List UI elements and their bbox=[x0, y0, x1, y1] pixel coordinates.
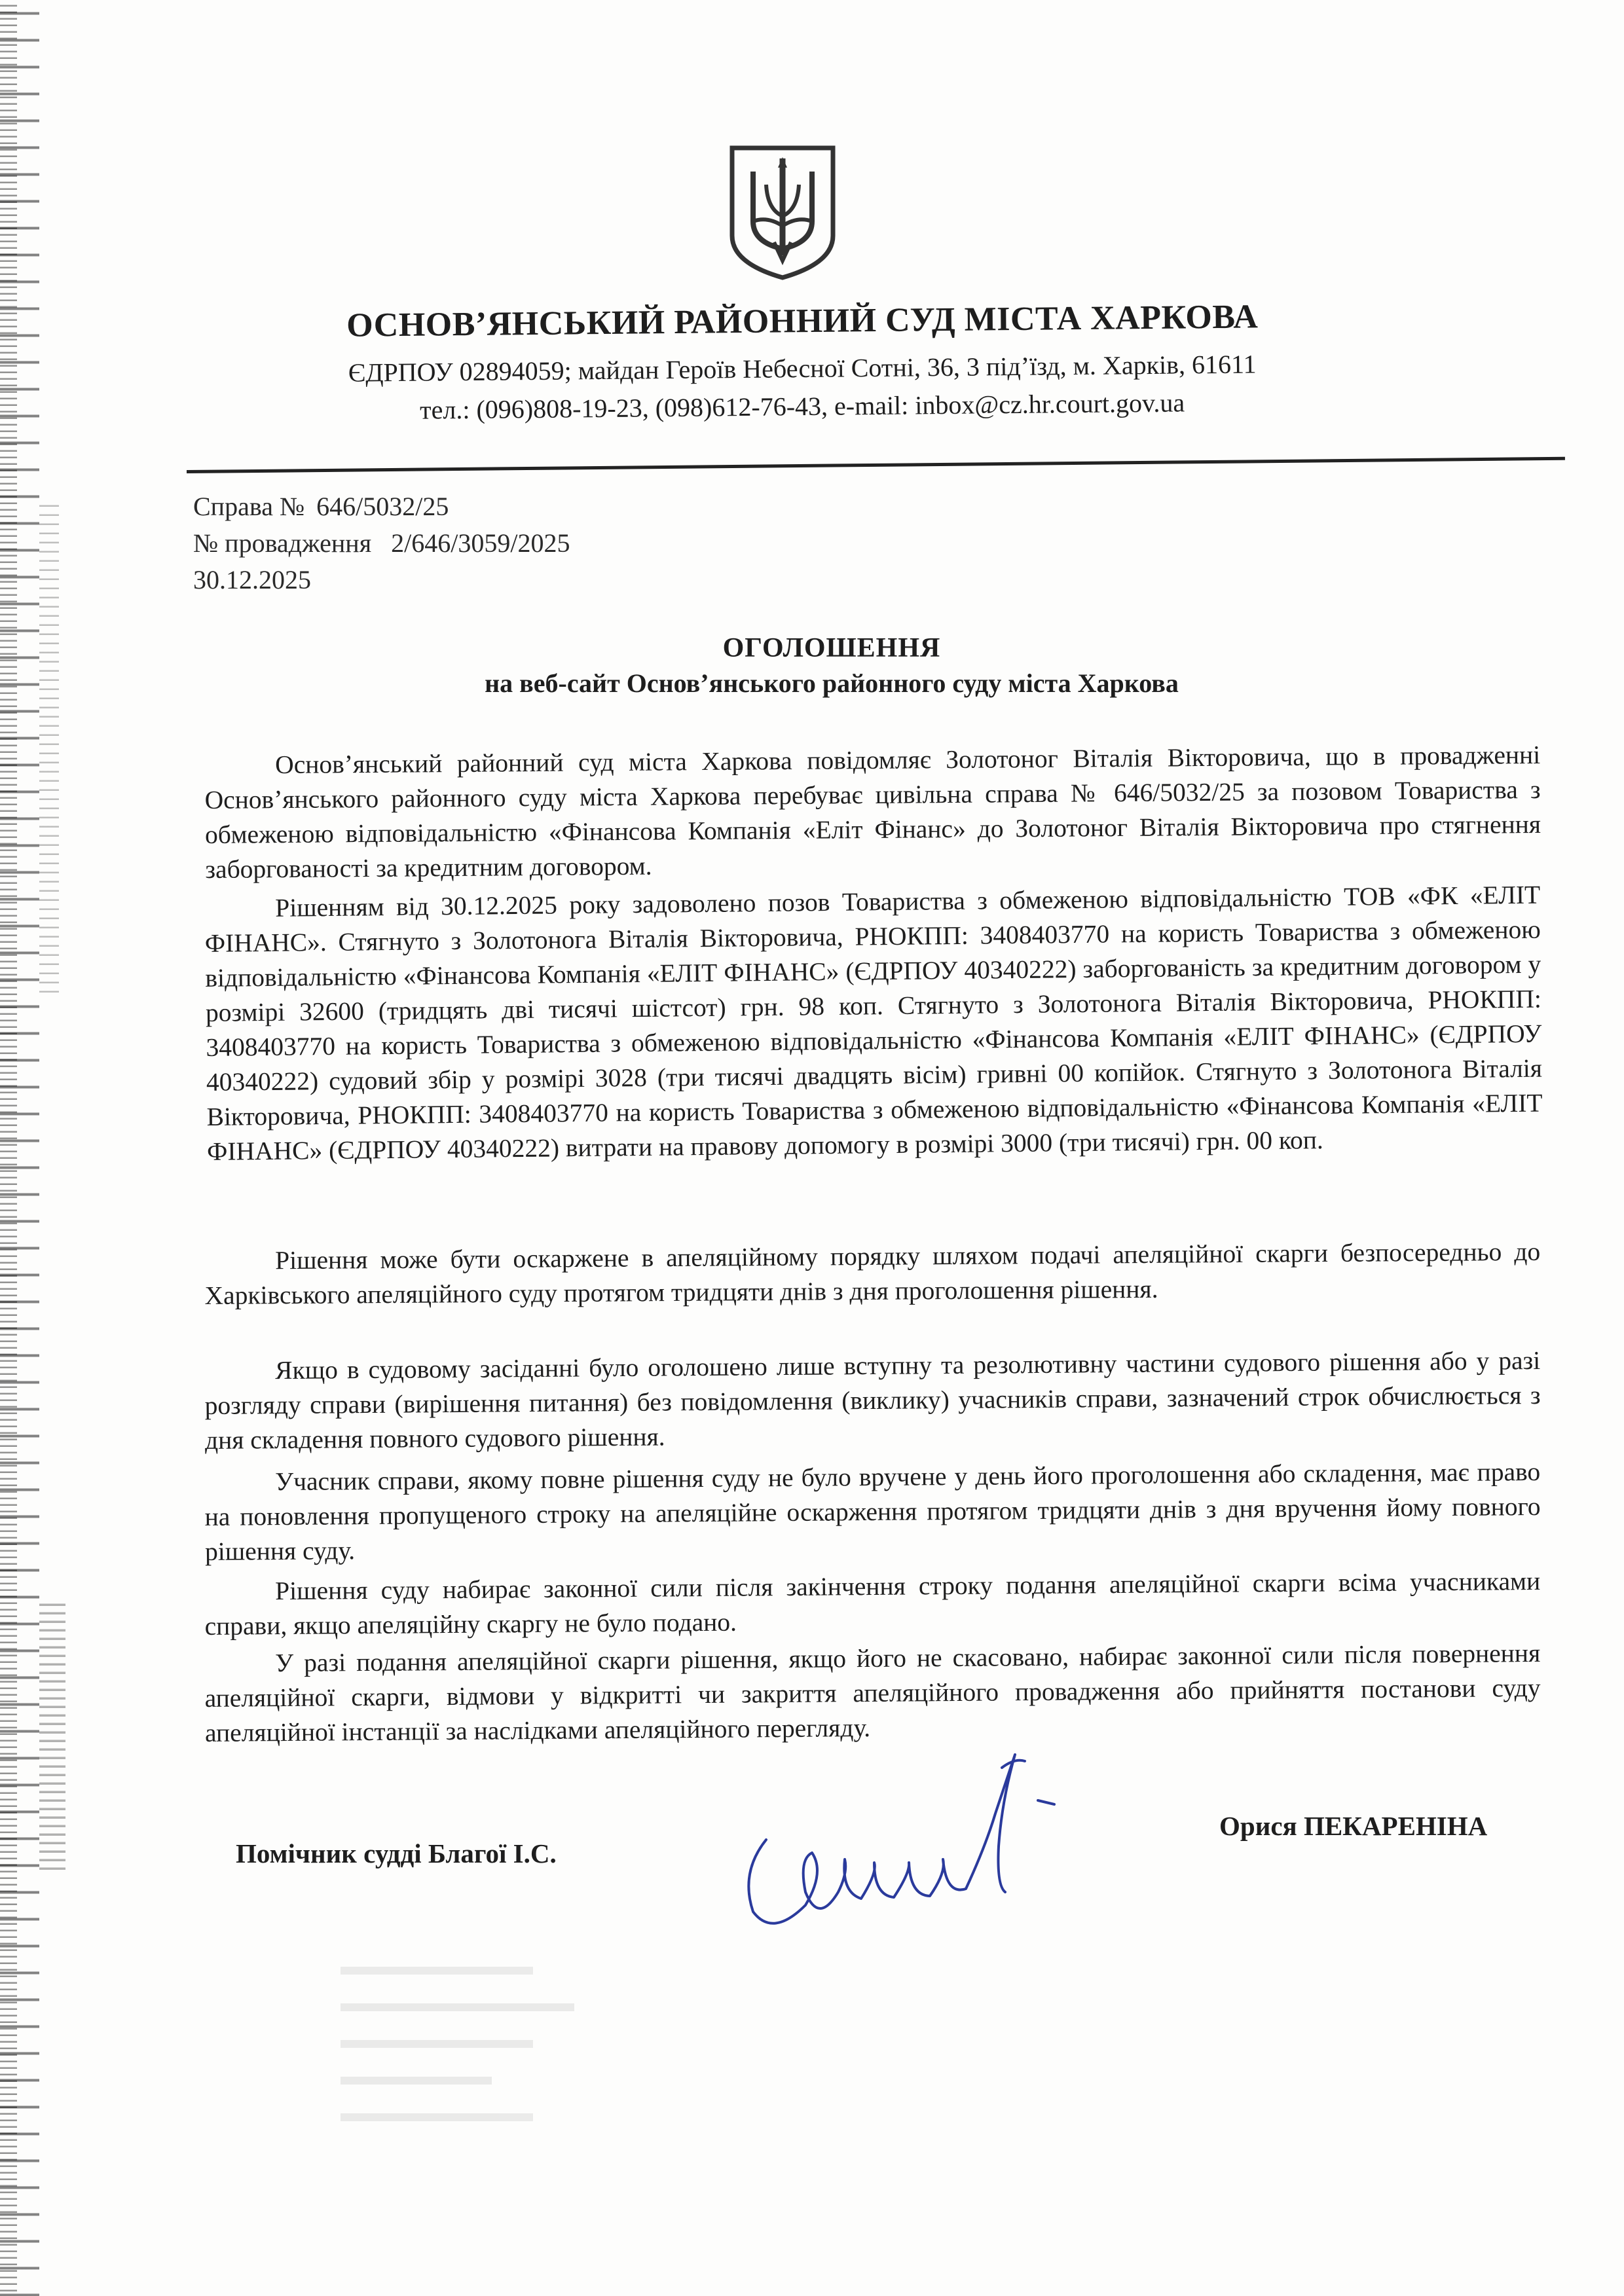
paragraph-5: Учасник справи, якому повне рішення суду не було вручене у день його проголошення або складення, має право на поновлення пропущеного строку на апеляційне оскарження протягом тридцяти днів з дня вручення йому повного рішення суду. bbox=[204, 1457, 1541, 1566]
case-number-value: 646/5032/25 bbox=[316, 492, 449, 521]
paragraph-3: Рішення може бути оскаржене в апеляційному порядку шляхом подачі апеляційної скарги безпосередньо до Харківського апеляційного суду протягом тридцяти днів з дня проголошення рішення. bbox=[204, 1237, 1541, 1310]
paragraph-7: У разі подання апеляційної скарги рішення, якщо його не скасовано, набирає законної сили після повернення апеляційної скарги, відмови у відкритті чи закриття апеляційного провадження або прийняття постанови суду апеляційної інстанції за наслідками апеляційного перегляду. bbox=[204, 1638, 1541, 1747]
proceeding-number-line bbox=[193, 528, 570, 558]
court-address: ЄДРПОУ 02894059; майдан Героїв Небесної Сотні, 36, 3 під’їзд, м. Харків, 61611 bbox=[348, 349, 1257, 388]
signatory-assistant: Помічник судді Благої І.С. bbox=[236, 1838, 557, 1868]
case-number-line bbox=[193, 491, 449, 522]
paragraph-1: Основ’янський районний суд міста Харкова повідомляє Золотоног Віталія Вікторовича, що в провадженні Основ’янського районного суду міста Харкова перебуває цивільна справа № 646/5032/25 за позовом Товариства з обмеженою відповідальністю «Фінансова Компанія «Еліт Фінанс» до Золотоног Віталія Вікторовича про стягнення заборгованості за кредитним договором. bbox=[204, 740, 1541, 884]
announcement-subtitle: на веб-сайт Основ’янського районного суду міста Харкова bbox=[485, 668, 1179, 698]
scan-artifact-left-inner bbox=[0, 0, 17, 2296]
scan-artifact-mid bbox=[39, 498, 59, 995]
court-contacts: тел.: (096)808-19-23, (098)612-76-43, e-mail: inbox@cz.hr.court.gov.ua bbox=[419, 388, 1185, 425]
paragraph-2: Рішенням від 30.12.2025 року задоволено позов Товариства з обмеженою відповідальністю ТОВ «ФК «ЕЛІТ ФІНАНС». Стягнуто з Золотонога Віталія Вікторовича, РНОКПП: 3408403770 на користь Товариства з обмеженою відповідальністю «Фінансова Компанія «ЕЛІТ ФІНАНС» (ЄДРПОУ 40340222) заборгованість за кредитним договором у розмірі 32600 (тридцять дві тисячі шістсот) грн. 98 коп. Стягнуто з Золотонога Віталія Вікторовича, РНОКПП: 3408403770 на користь Товариства з обмеженою відповідальністю «Фінансова Компанія «ЕЛІТ ФІНАНС» (ЄДРПОУ 40340222) судовий збір у розмірі 3028 (три тисячі двадцять вісім) гривні 00 копійок. Стягнуто з Золотонога Віталія Вікторовича, РНОКПП: 3408403770 на користь Товариства з обмеженою відповідальністю «Фінансова Компанія «ЕЛІТ ФІНАНС» (ЄДРПОУ 40340222) витрати на правову допомогу в розмірі 3000 (три тисячі) грн. 00 коп. bbox=[204, 880, 1543, 1166]
proceeding-number-value: 2/646/3059/2025 bbox=[391, 528, 570, 558]
court-name: ОСНОВ’ЯНСЬКИЙ РАЙОННИЙ СУД МІСТА ХАРКОВА bbox=[346, 298, 1259, 344]
bleed-through-artifact bbox=[341, 1938, 616, 2160]
header-divider bbox=[187, 457, 1565, 473]
case-date: 30.12.2025 bbox=[193, 565, 311, 594]
paragraph-4: Якщо в судовому засіданні було оголошено лише вступну та резолютивну частини судового рішення або у разі розгляду справи (вирішення питання) без повідомлення (виклику) учасників справи, зазначений строк обчислюється з дня складення повного судового рішення. bbox=[204, 1345, 1541, 1455]
scan-artifact-lower bbox=[39, 1597, 65, 1872]
paragraph-6: Рішення суду набирає законної сили після закінчення строку подання апеляційної скарги всіма учасниками справи, якщо апеляційну скаргу не було подано. bbox=[204, 1566, 1541, 1641]
case-number-label: Справа № bbox=[193, 492, 305, 521]
handwritten-signature bbox=[727, 1741, 1067, 1958]
proceeding-number-label: № провадження bbox=[193, 528, 372, 558]
trident-coat-of-arms-icon bbox=[727, 144, 838, 282]
signatory-name: Орися ПЕКАРЕНІНА bbox=[1219, 1811, 1488, 1841]
announcement-title: ОГОЛОШЕННЯ bbox=[722, 633, 941, 663]
